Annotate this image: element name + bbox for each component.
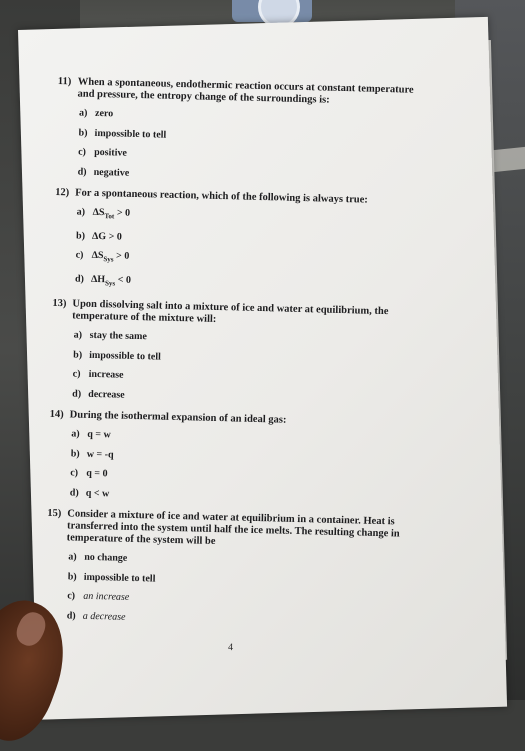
question-number: 14) [49,408,64,421]
option-letter: d) [74,272,85,285]
question-stem [47,508,408,553]
option-letter: c) [78,146,87,158]
option-main-text: ΔH [90,273,106,285]
option-letter: c) [67,590,76,602]
option-main-text: negative [93,166,130,179]
option-letter: a) [76,206,86,218]
answer-options [50,325,412,412]
option-text [86,483,110,503]
option-main-text: positive [94,146,128,159]
question-number: 11) [57,76,72,88]
option-letter: d) [72,387,82,400]
option-letter: c) [75,249,84,261]
option-letter: d) [69,486,79,499]
question [48,409,410,511]
question-text: Consider a mixture of ice and water at equilibrium in a container. Heat is transferred into the system until half the ice melts. The resulting change in temperature of the system will be [66,508,400,547]
option-letter: d) [77,166,87,178]
option-text [89,345,161,366]
question-text: During the isothermal expansion of an ideal gas: [69,409,287,426]
option-letter: b) [78,127,88,139]
answer-options [45,547,407,634]
answer-options [53,202,415,301]
option-main-text: w = -q [86,448,114,460]
option-text [91,269,131,293]
option-main-text: an increase [83,590,130,603]
option-text [92,203,130,227]
option-text [88,365,123,385]
option-text [94,143,127,163]
option-main-text: impossible to tell [94,127,167,141]
option-letter: b) [70,447,80,460]
option-main-text: ΔS [91,249,104,262]
option-main-text: increase [88,368,124,381]
option-comparison: > 0 [114,207,131,219]
option-letter: a) [68,551,77,563]
question-text: Upon dissolving salt into a mixture of ice and water at equilibrium, the temperature of the mixture will: [72,298,389,325]
question [55,76,417,190]
option-text [84,567,156,588]
exam-content [44,76,417,640]
option-letter: a) [71,428,80,440]
option-main-text: impossible to tell [83,571,156,585]
question [50,298,412,412]
option-text [87,425,111,445]
option-letter: c) [72,368,81,380]
option-text [92,226,122,246]
option-subscript: Sys [103,255,114,264]
option-subscript: Tot [104,212,115,221]
option-main-text: decrease [88,388,125,401]
option-text [88,384,125,404]
question-number: 13) [52,297,67,310]
page-number: 4 [227,641,234,654]
option-text [84,548,128,569]
option-letter: a) [78,107,88,119]
question-number: 12) [55,186,70,199]
option-letter: b) [67,570,77,583]
question-text: When a spontaneous, endothermic reaction occurs at constant temperature and pressure, the entropy change of the surroundings is: [77,76,414,106]
option-letter: b) [75,229,86,242]
option-main-text: q < w [85,487,110,499]
option-comparison: < 0 [115,273,132,286]
question-text: For a spontaneous reaction, which of the following is always true: [75,187,368,206]
option-main-text: a decrease [82,610,126,623]
option-text [94,123,166,144]
option-main-text: no change [84,551,128,564]
option-text [93,162,129,182]
option-letter: d) [66,609,76,622]
option-text [91,246,129,270]
option-letter: b) [73,348,83,361]
option-main-text: q = w [87,428,111,441]
option-text [89,326,147,347]
option-main-text: q = 0 [86,467,108,480]
option-text [86,464,108,484]
option-main-text: ΔG > 0 [91,230,122,243]
option-text [83,606,126,627]
question [53,187,415,301]
option-main-text: ΔS [92,206,105,219]
option-subscript: Sys [104,278,116,287]
option-text [83,587,129,608]
option-letter: a) [73,329,83,341]
option-comparison: > 0 [113,250,130,262]
option-main-text: impossible to tell [89,349,161,363]
question-list [45,76,418,634]
option-main-text: stay the same [89,329,148,343]
option-letter: c) [70,467,79,479]
option-main-text: zero [94,107,114,120]
answer-options [48,424,410,511]
question [45,508,408,634]
answer-options [55,103,417,190]
question-number: 15) [47,507,62,520]
option-text [95,104,114,124]
option-text [87,444,114,464]
